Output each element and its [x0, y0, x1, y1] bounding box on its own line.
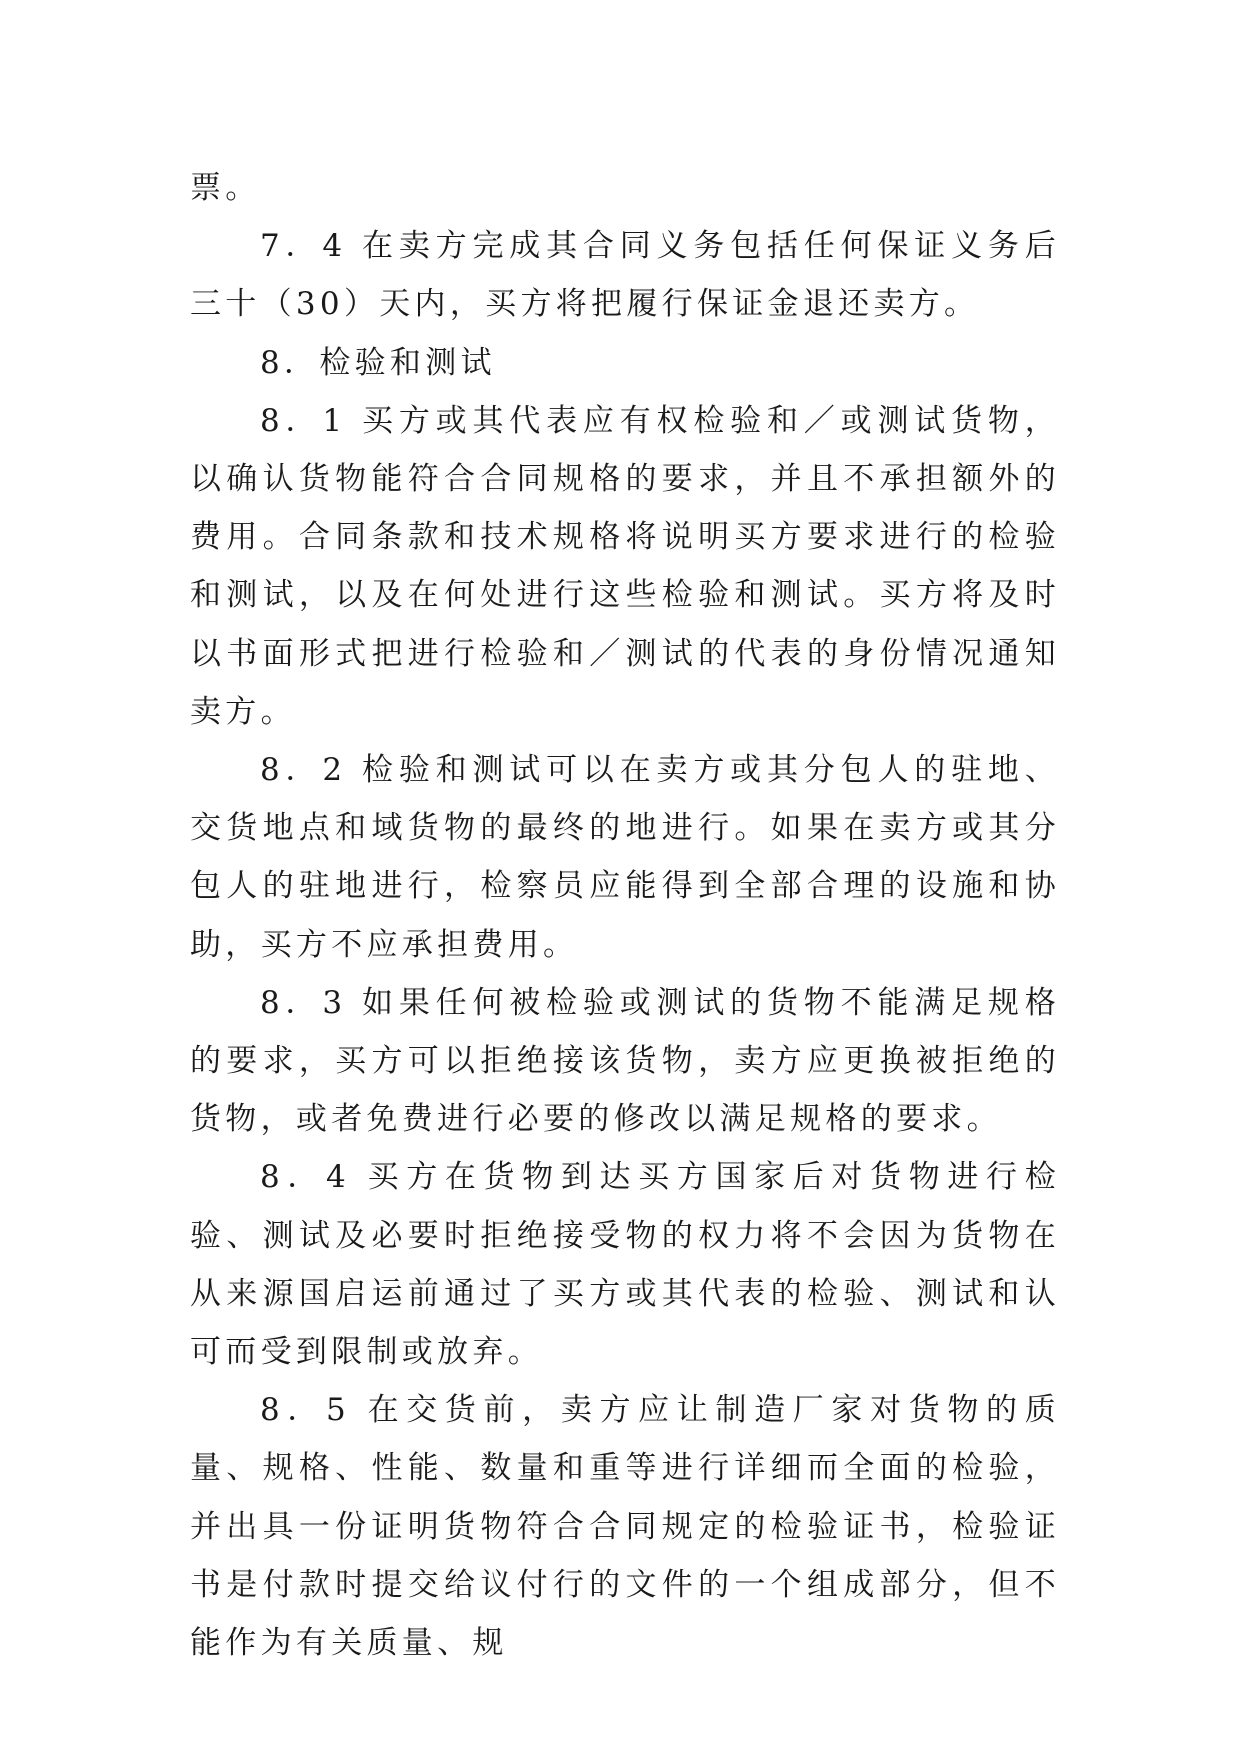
paragraph-8-5: 8．5 在交货前，卖方应让制造厂家对货物的质量、规格、性能、数量和重等进行详细而全面的检验，并出具一份证明货物符合合同规定的检验证书，检验证书是付款时提交给议付行的文件的一个组成部分，但不能作为有关质量、规 — [190, 1392, 1060, 1662]
paragraph-8-4: 8．4 买方在货物到达买方国家后对货物进行检验、测试及必要时拒绝接受物的权力将不会因为货物在从来源国启运前通过了买方或其代表的检验、测试和认可而受到限制或放弃。 — [190, 1159, 1060, 1371]
paragraph-continuation: 票。 — [190, 170, 261, 206]
paragraph-8-1: 8．1 买方或其代表应有权检验和／或测试货物，以确认货物能符合合同规格的要求，并且不承担额外的费用。合同条款和技术规格将说明买方要求进行的检验和测试，以及在何处进行这些检验和测试。买方将及时以书面形式把进行检验和／测试的代表的身份情况通知卖方。 — [190, 402, 1060, 730]
document-body — [190, 159, 1060, 1672]
paragraph-8-2: 8．2 检验和测试可以在卖方或其分包人的驻地、交货地点和域货物的最终的地进行。如果在卖方或其分包人的驻地进行，检察员应能得到全部合理的设施和协助，买方不应承担费用。 — [190, 752, 1060, 963]
paragraph-7-4: 7．4 在卖方完成其合同义务包括任何保证义务后三十（30）天内，买方将把履行保证金退还卖方。 — [190, 228, 1060, 323]
paragraph-8-3: 8．3 如果任何被检验或测试的货物不能满足规格的要求，买方可以拒绝接该货物，卖方应更换被拒绝的货物，或者免费进行必要的修改以满足规格的要求。 — [190, 984, 1060, 1138]
section-heading-8: 8．检验和测试 — [260, 344, 496, 381]
